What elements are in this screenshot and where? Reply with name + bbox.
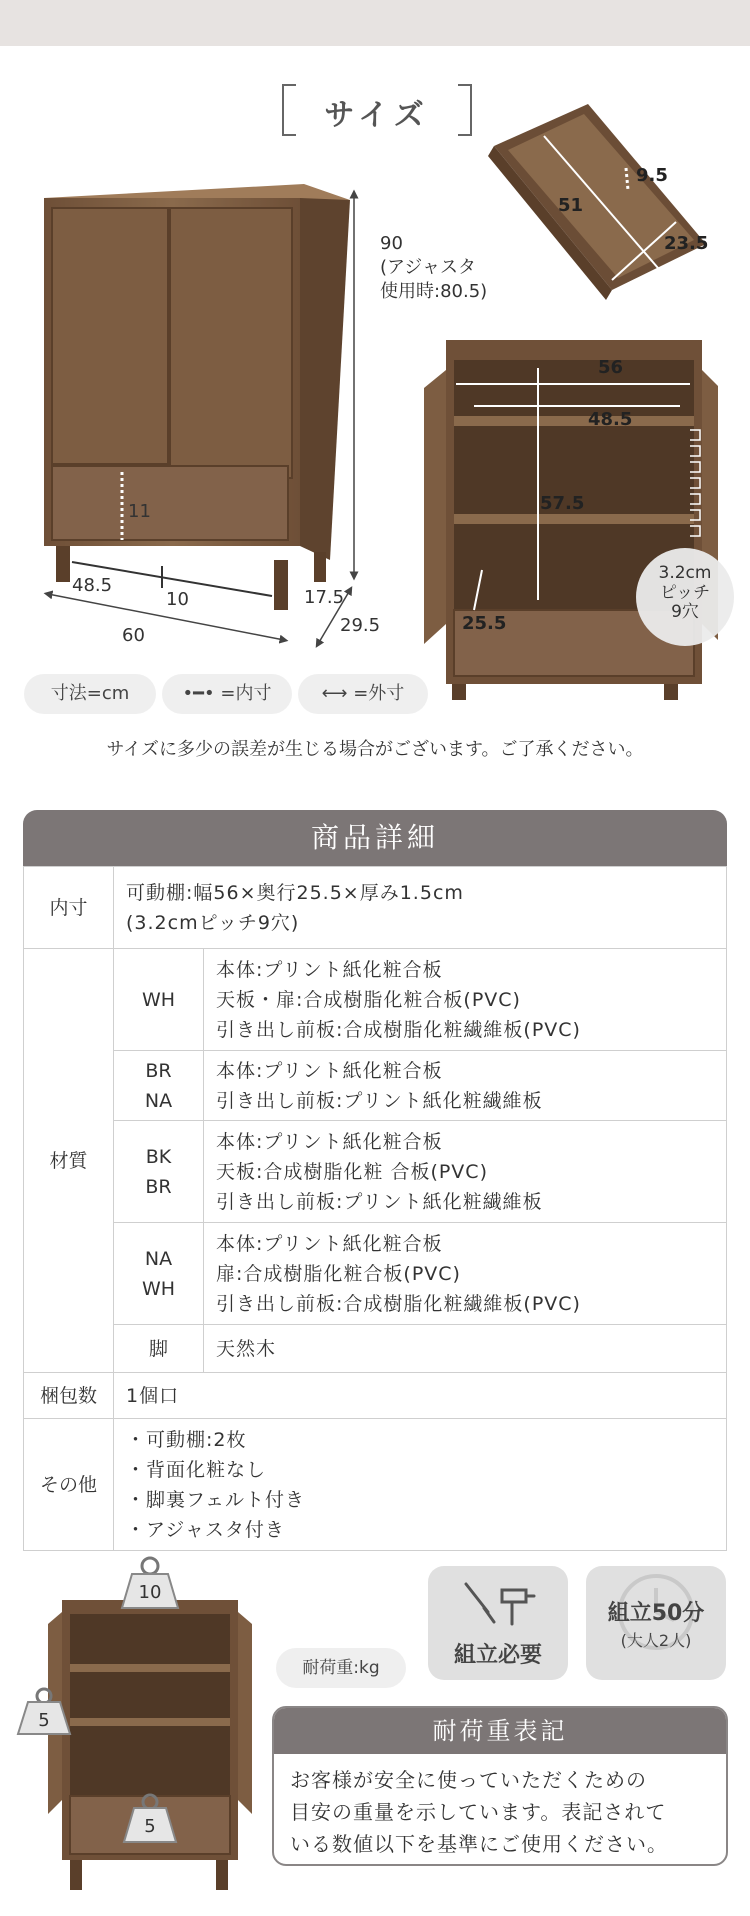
legend-outer	[298, 674, 428, 714]
spec-value-package: 1個口	[114, 1373, 727, 1419]
material-detail	[204, 1223, 727, 1325]
material-code	[114, 1325, 204, 1373]
dim-width: 60	[122, 625, 145, 646]
load-top-value: 10	[138, 1582, 162, 1603]
material-line: 扉:合成樹脂化粧合板(PVC)	[216, 1262, 461, 1285]
material-detail	[204, 949, 727, 1051]
assembly-required-badge	[428, 1566, 568, 1680]
assembly-people-label: (大人2人)	[620, 1631, 692, 1650]
material-code	[114, 1223, 204, 1325]
dim-inner-width: 48.5	[72, 575, 113, 596]
assembly-required-label: 組立必要	[453, 1643, 542, 1668]
material-line: 本体:プリント紙化粧合板	[216, 1130, 443, 1153]
other-line: ・可動棚:2枚	[126, 1428, 247, 1451]
inner-dimension-icon: •━•	[182, 683, 215, 704]
dim-shelf-width: 56	[598, 357, 624, 378]
spec-row-material-3	[24, 1121, 727, 1223]
dim-height-note-1: (アジャスタ	[380, 257, 476, 278]
spec-value-inner	[114, 867, 727, 949]
material-line: 引き出し前板:プリント紙化粧繊維板	[216, 1089, 543, 1112]
material-line: 本体:プリント紙化粧合板	[216, 1232, 443, 1255]
dim-drawer-inner: 11	[128, 501, 151, 522]
pitch-badge-line3: 9穴	[671, 602, 699, 623]
tools-icon	[458, 1576, 538, 1632]
material-code-line: WH	[141, 988, 176, 1011]
load-notice-line: 目安の重量を示しています。表記されて	[290, 1800, 667, 1824]
cabinet-open-illustration	[424, 340, 718, 700]
load-notice-line: いる数値以下を基準にご使用ください。	[290, 1832, 668, 1856]
other-line: ・背面化粧なし	[126, 1458, 267, 1481]
material-line: 天板:合成樹脂化粧 合板(PVC)	[216, 1160, 488, 1183]
material-code	[114, 1121, 204, 1223]
material-line: 本体:プリント紙化粧合板	[216, 1059, 443, 1082]
spec-row-material-4	[24, 1223, 727, 1325]
spec-label-inner: 内寸	[24, 867, 114, 949]
legend-inner-label: =内寸	[220, 683, 272, 704]
spec-title: 商品詳細	[23, 810, 727, 866]
dim-drawer-depth: 9.5	[636, 165, 668, 186]
other-line: ・脚裏フェルト付き	[126, 1488, 306, 1511]
load-notice-box	[272, 1706, 728, 1866]
material-line: 引き出し前板:プリント紙化粧繊維板	[216, 1190, 543, 1213]
material-line: 天然木	[216, 1337, 277, 1360]
material-line: 引き出し前板:合成樹脂化粧繊維板(PVC)	[216, 1292, 581, 1315]
dim-height-note-2: 使用時:80.5)	[380, 281, 488, 302]
load-shelf-value: 5	[38, 1710, 50, 1731]
dim-height: 90	[380, 233, 403, 254]
dim-drawer-width: 23.5	[664, 233, 709, 254]
spec-inner-line: 可動棚:幅56×奥行25.5×厚み1.5cm	[126, 881, 464, 904]
spec-row-package	[24, 1373, 727, 1419]
spec-row-other	[24, 1419, 727, 1551]
material-code	[114, 1051, 204, 1121]
load-unit-label: 耐荷重:kg	[276, 1648, 406, 1688]
spec-row-inner	[24, 867, 727, 949]
other-line: ・アジャスタ付き	[126, 1518, 285, 1541]
legend-unit: 寸法=cm	[24, 674, 156, 714]
pitch-badge-line2: ピッチ	[659, 582, 711, 603]
dim-shelf-height: 57.5	[540, 493, 585, 514]
material-line: 引き出し前板:合成樹脂化粧繊維板(PVC)	[216, 1018, 581, 1041]
size-note: サイズに多少の誤差が生じる場合がございます。ご了承ください。	[106, 739, 644, 760]
material-code-line: BK	[145, 1145, 172, 1168]
spec-inner-line: (3.2cmピッチ9穴)	[126, 911, 300, 934]
material-line: 天板・扉:合成樹脂化粧合板(PVC)	[216, 988, 521, 1011]
dim-shelf-inner-width: 48.5	[588, 409, 633, 430]
spec-row-material-1	[24, 949, 727, 1051]
material-code-line: WH	[141, 1277, 176, 1300]
spec-label-other: その他	[24, 1419, 114, 1551]
material-code-line: 脚	[148, 1337, 168, 1360]
load-notice-title: 耐荷重表記	[274, 1708, 726, 1754]
dim-depth: 29.5	[340, 615, 381, 636]
pitch-badge-line1: 3.2cm	[658, 563, 712, 583]
material-line: 本体:プリント紙化粧合板	[216, 958, 443, 981]
dim-leg-height: 10	[166, 589, 189, 610]
assembly-time-label: 組立50分	[607, 1601, 705, 1626]
material-detail	[204, 1051, 727, 1121]
material-code	[114, 949, 204, 1051]
spec-label-package: 梱包数	[24, 1373, 114, 1419]
size-title: サイズ	[324, 98, 430, 133]
load-notice-line: お客様が安全に使っていただくための	[290, 1768, 647, 1792]
legend-inner	[162, 674, 292, 714]
material-code-line: NA	[144, 1247, 173, 1270]
load-drawer-value: 5	[144, 1816, 156, 1837]
spec-label-material: 材質	[24, 949, 114, 1373]
material-detail	[204, 1121, 727, 1223]
material-code-line: NA	[144, 1089, 173, 1112]
material-detail	[204, 1325, 727, 1373]
spec-value-other	[114, 1419, 727, 1551]
pitch-badge	[636, 548, 734, 646]
spec-row-material-2	[24, 1051, 727, 1121]
spec-table	[23, 866, 727, 1551]
material-code-line: BR	[145, 1059, 172, 1082]
material-code-line: BR	[145, 1175, 172, 1198]
load-notice-body	[274, 1754, 726, 1866]
dim-shelf-depth: 25.5	[462, 613, 507, 634]
spec-row-material-5	[24, 1325, 727, 1373]
legend-outer-label: =外寸	[353, 683, 405, 704]
drawer-illustration	[488, 104, 709, 300]
dim-drawer-length: 51	[558, 195, 584, 216]
assembly-time-badge	[586, 1566, 726, 1680]
outer-dimension-icon: ⟷	[321, 683, 348, 704]
dim-depth-inner: 17.5	[304, 587, 345, 608]
